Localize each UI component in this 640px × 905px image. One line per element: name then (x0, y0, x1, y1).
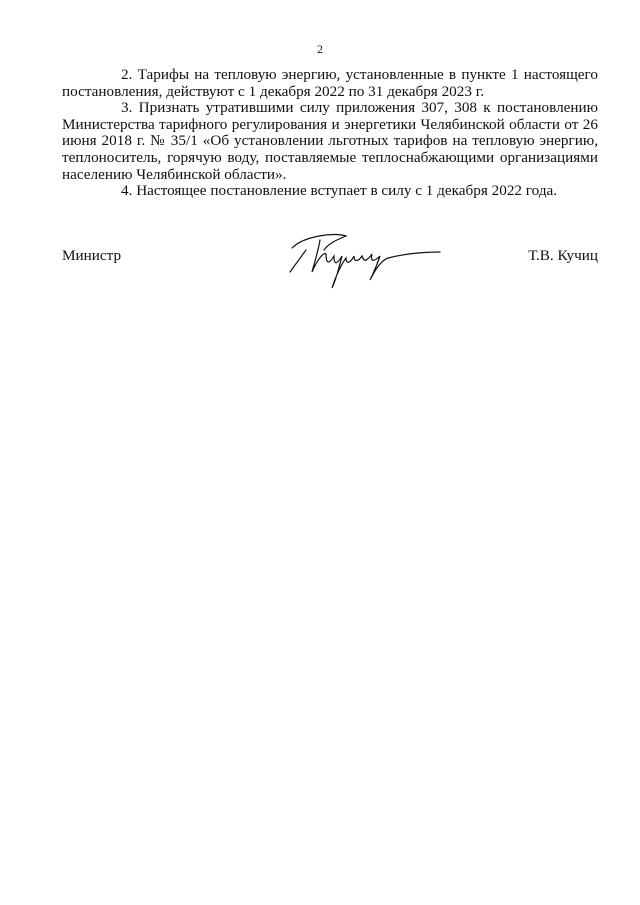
signature-block (62, 233, 598, 293)
document-body (62, 67, 598, 200)
signer-name: Т.В. Кучиц (528, 247, 598, 264)
paragraph-3: 3. Признать утратившими силу приложения 307, 308 к постановлению Министерства тарифного регулирования и энергетики Челябинской области от 26 июня 2018 г. № 35/1 «Об установлении льготных тарифов на тепловую энергию, теплоноситель, горячую воду, поставляемые теплоснабжающими организациями населению Челябинской области». (62, 99, 598, 183)
paragraph-2: 2. Тарифы на тепловую энергию, установленные в пункте 1 настоящего постановления, действуют с 1 декабря 2022 по 31 декабря 2023 г. (62, 66, 598, 100)
signature-icon (284, 228, 444, 290)
page-number: 2 (317, 42, 323, 56)
signer-role: Министр (62, 247, 122, 264)
paragraph-4: 4. Настоящее постановление вступает в силу с 1 декабря 2022 года. (121, 182, 558, 200)
